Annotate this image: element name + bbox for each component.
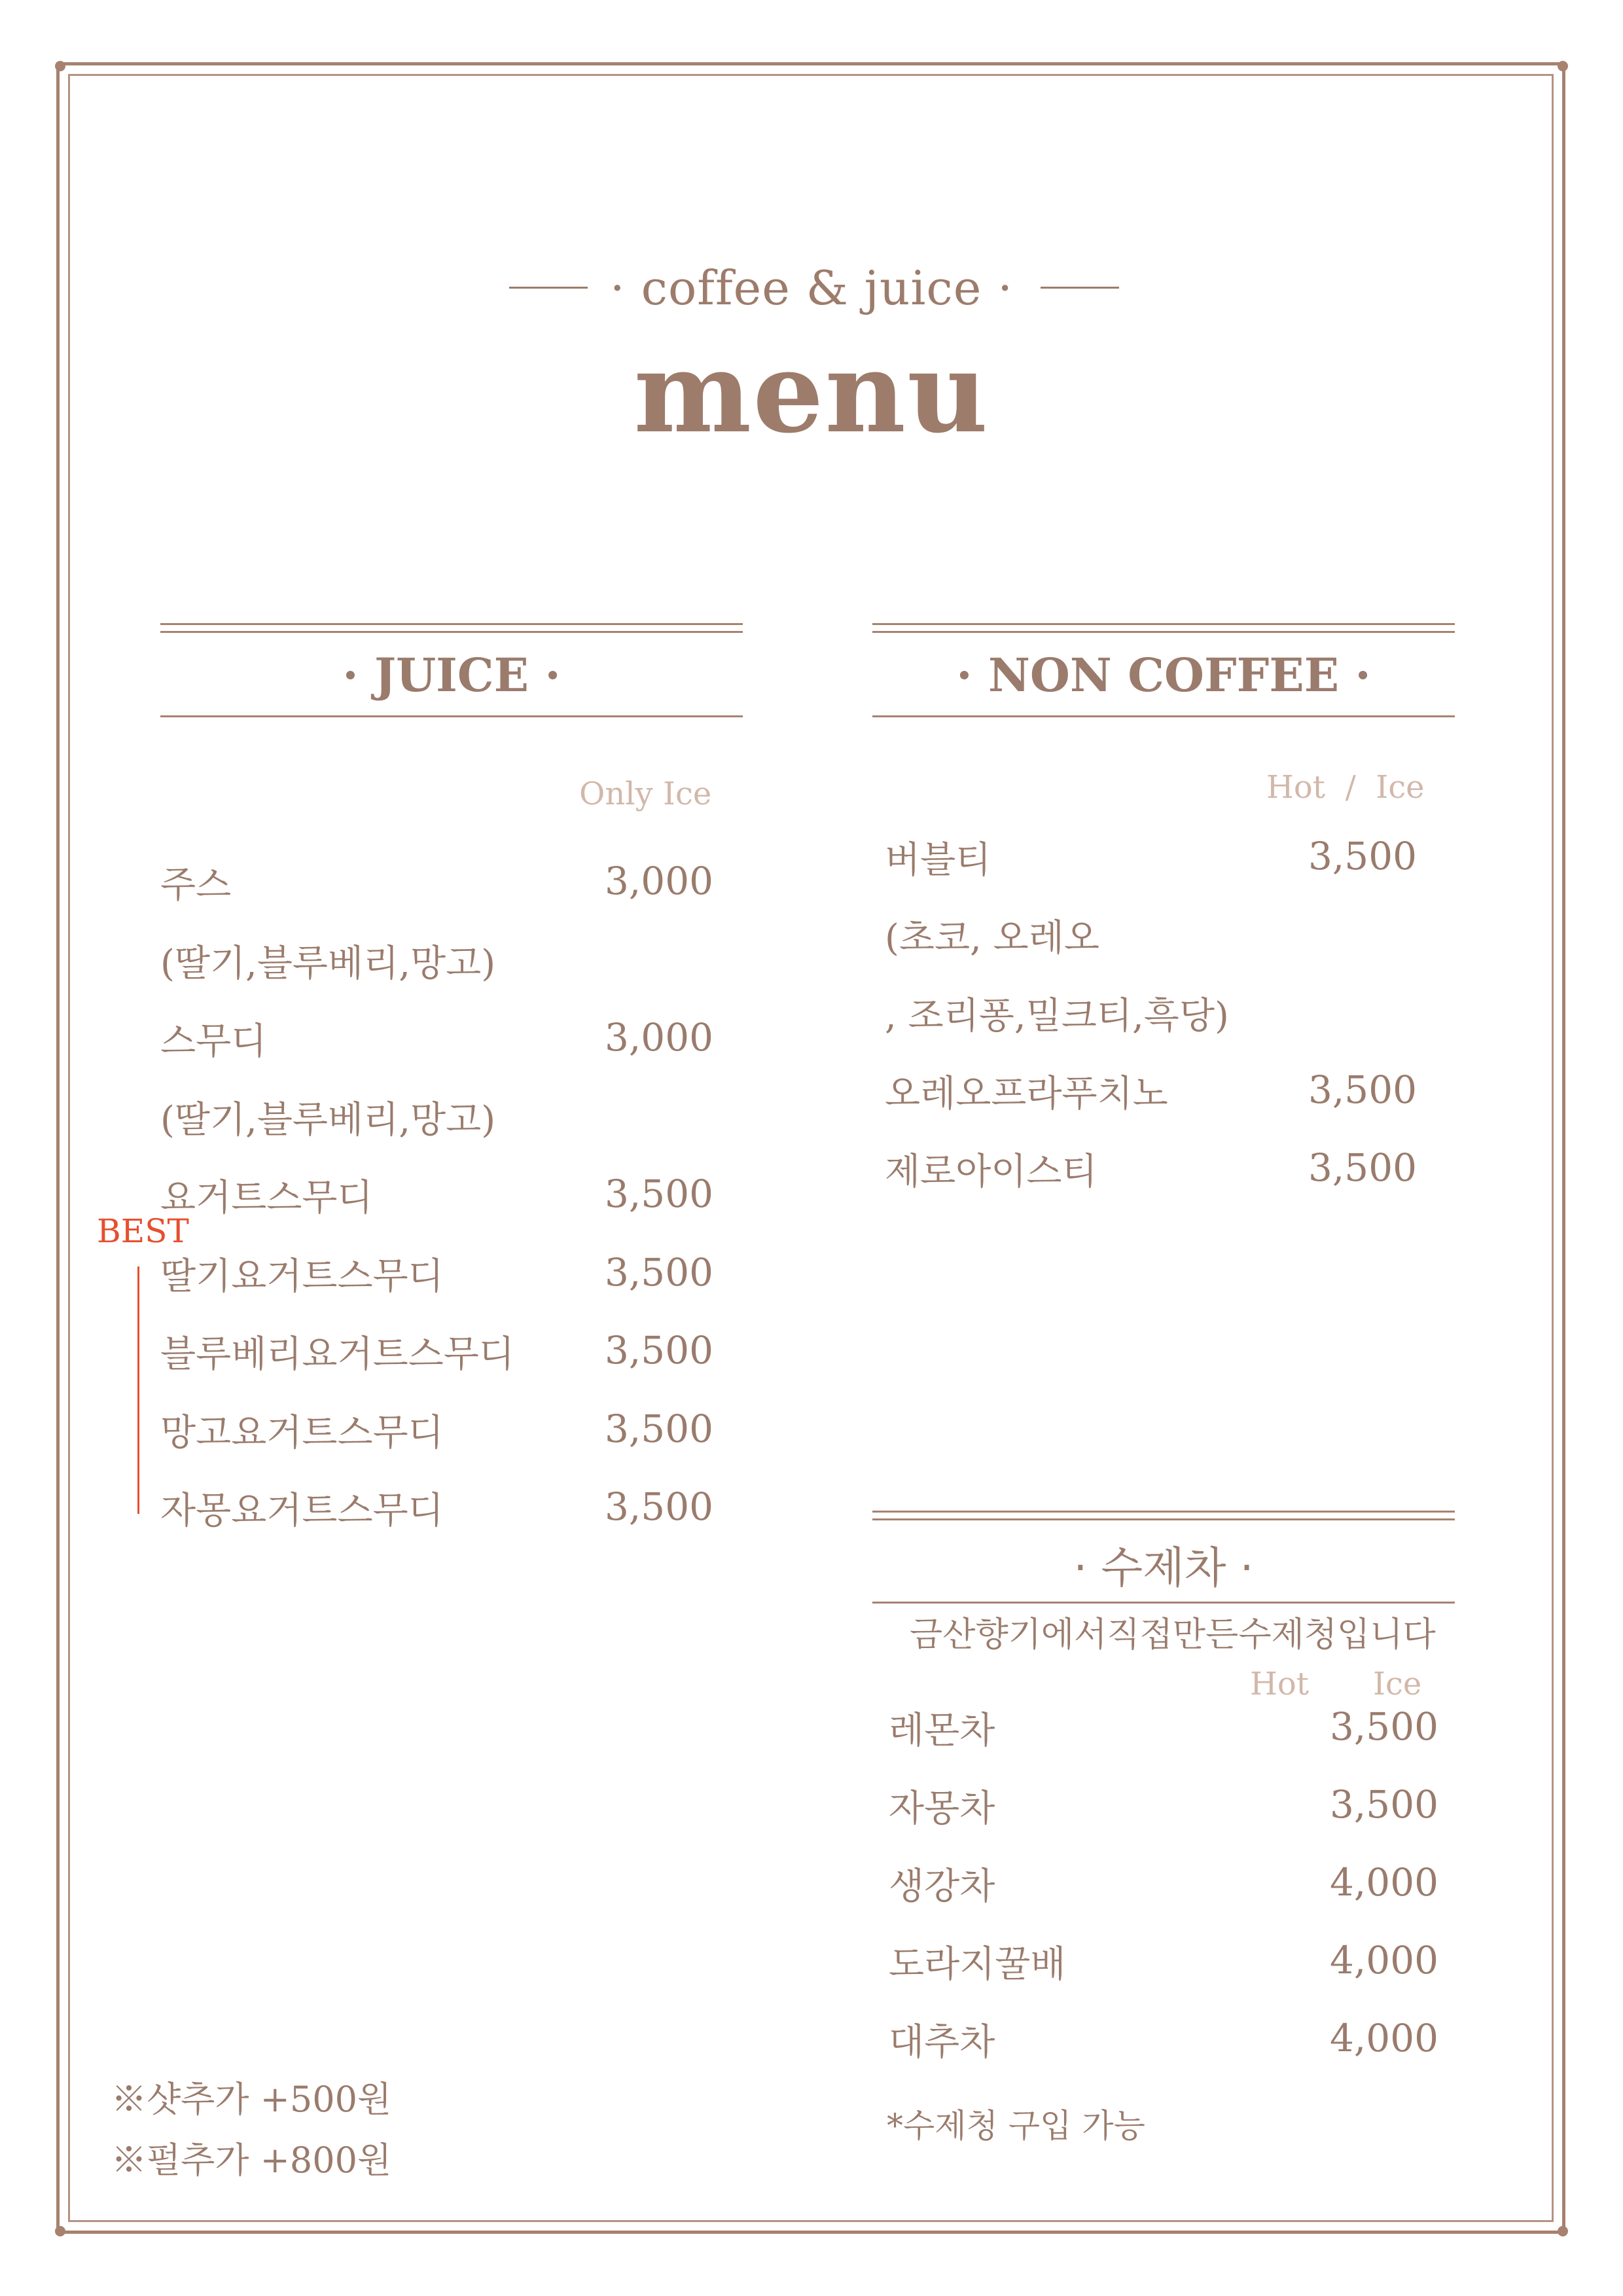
- juice-rule-top2: [160, 631, 743, 633]
- juice-item-name: 망고요거트스무디: [160, 1411, 444, 1454]
- noncoffee-rule-top: [872, 623, 1455, 625]
- juice-rule-top: [160, 623, 743, 625]
- juice-item-name: (딸기,블루베리,망고): [160, 942, 496, 985]
- tagline: · coffee & juice ·: [609, 260, 1014, 315]
- page-title: menu: [633, 327, 990, 458]
- corner-ornament: [1558, 61, 1568, 71]
- juice-item-name: 요거트스무디: [160, 1177, 373, 1219]
- tea-column-ice: Ice: [1373, 1666, 1422, 1702]
- juice-item-name: (딸기,블루베리,망고): [160, 1098, 496, 1141]
- noncoffee-column-header: Hot / Ice: [1266, 769, 1425, 806]
- tea-rule-top: [872, 1511, 1455, 1513]
- juice-item-name: 주스: [160, 864, 232, 906]
- tea-item-name: 도라지꿀배: [889, 1943, 1066, 1986]
- note-pearl: ※펄추가 +800원: [111, 2140, 392, 2181]
- tea-item-name: 레몬차: [889, 1710, 995, 1752]
- tea-item-price: 4,000: [1329, 1938, 1438, 1982]
- corner-ornament: [1558, 2226, 1568, 2236]
- noncoffee-item-name: 오레오프라푸치노: [885, 1073, 1168, 1115]
- tea-item-price: 4,000: [1329, 1860, 1438, 1905]
- noncoffee-item-price: 3,500: [1308, 1145, 1417, 1190]
- juice-item-price: 3,000: [604, 859, 713, 903]
- best-badge: BEST: [97, 1212, 189, 1250]
- juice-item-price: 3,500: [604, 1172, 713, 1216]
- tea-item-name: 대추차: [889, 2021, 995, 2064]
- juice-column-header: Only Ice: [579, 776, 712, 812]
- noncoffee-rule-bottom: [872, 715, 1455, 717]
- tea-item-price: 3,500: [1329, 1704, 1438, 1749]
- juice-item-price: 3,500: [604, 1484, 713, 1529]
- tea-subtitle: 금산향기에서직접만든수제청입니다: [910, 1615, 1436, 1655]
- noncoffee-item-name: , 조리퐁,밀크티,흑당): [885, 995, 1229, 1037]
- note-shot: ※샷추가 +500원: [111, 2079, 392, 2120]
- juice-item-name: 블루베리요거트스무디: [160, 1333, 514, 1376]
- juice-item-price: 3,000: [604, 1015, 713, 1060]
- noncoffee-item-price: 3,500: [1308, 834, 1417, 878]
- tea-rule-bottom: [872, 1602, 1455, 1604]
- juice-rule-bottom: [160, 715, 743, 717]
- juice-item-price: 3,500: [604, 1328, 713, 1372]
- juice-item-name: 딸기요거트스무디: [160, 1255, 444, 1298]
- tea-item-name: 자몽차: [889, 1787, 995, 1830]
- noncoffee-item-name: (초코, 오레오: [885, 917, 1099, 960]
- corner-ornament: [55, 61, 65, 71]
- tea-title: · 수제차 ·: [1073, 1543, 1254, 1593]
- tea-item-price: 3,500: [1329, 1782, 1438, 1827]
- tea-note: *수제청 구입 가능: [887, 2107, 1145, 2145]
- corner-ornament: [55, 2226, 65, 2236]
- tea-rule-top2: [872, 1518, 1455, 1520]
- tea-column-hot: Hot: [1250, 1666, 1310, 1702]
- juice-item-name: 스무디: [160, 1020, 267, 1063]
- tea-item-price: 4,000: [1329, 2016, 1438, 2060]
- best-bracket: [137, 1266, 139, 1514]
- noncoffee-rule-top2: [872, 631, 1455, 633]
- juice-item-name: 자몽요거트스무디: [160, 1490, 444, 1532]
- noncoffee-item-name: 제로아이스티: [885, 1151, 1097, 1193]
- noncoffee-title: · NON COFFEE ·: [956, 648, 1371, 702]
- tea-item-name: 생강차: [889, 1865, 995, 1908]
- noncoffee-item-price: 3,500: [1308, 1067, 1417, 1112]
- juice-item-price: 3,500: [604, 1406, 713, 1451]
- noncoffee-item-name: 버블티: [885, 839, 991, 882]
- juice-item-price: 3,500: [604, 1249, 713, 1295]
- juice-title: · JUICE ·: [342, 648, 561, 702]
